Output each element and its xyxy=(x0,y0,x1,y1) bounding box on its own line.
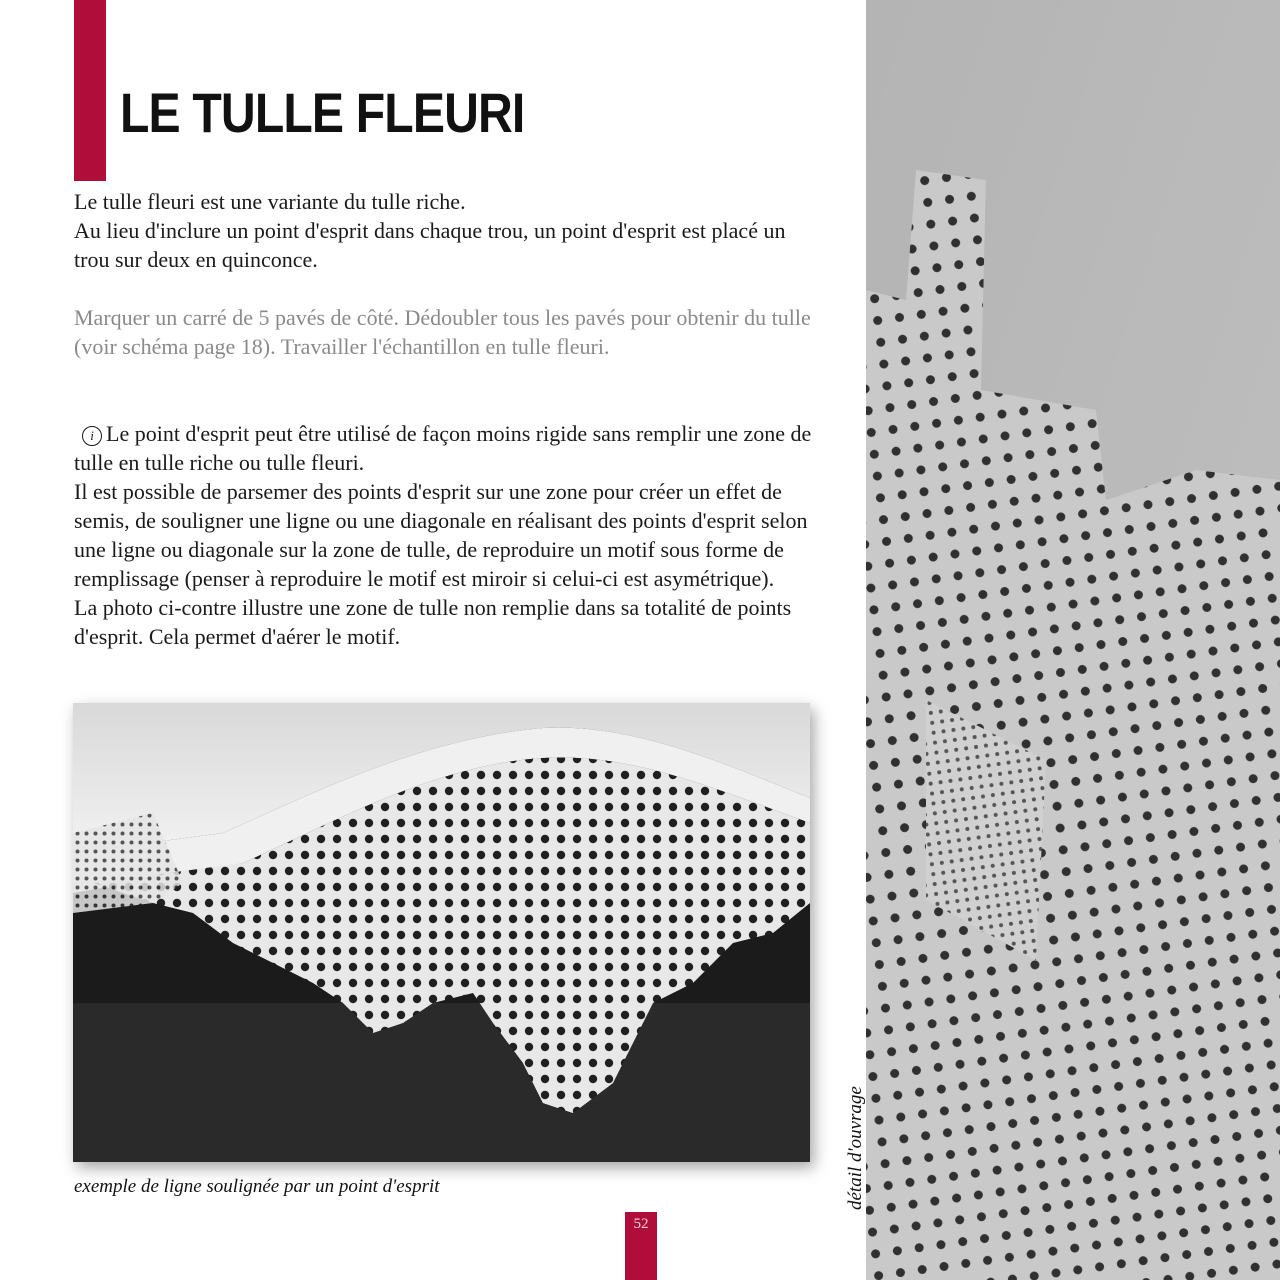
page-title: LE TULLE FLEURI xyxy=(120,81,525,144)
lace-detail-illustration xyxy=(866,0,1280,1280)
intro-paragraph xyxy=(74,187,814,274)
instructions-paragraph xyxy=(74,303,814,361)
lace-collar-photo xyxy=(73,703,810,1162)
tip-first-text: Le point d'esprit peut être utilisé de façon moins rigide sans remplir une zone de tulle en tulle riche ou tulle fleuri. xyxy=(74,421,812,475)
tip-third: La photo ci-contre illustre une zone de tulle non remplie dans sa totalité de points d'esprit. Cela permet d'aérer le motif. xyxy=(74,595,792,649)
intro-line: Le tulle fleuri est une variante du tulle riche. xyxy=(74,189,466,214)
lace-collar-illustration xyxy=(73,703,810,1162)
tip-paragraph xyxy=(74,419,814,651)
figure-caption: exemple de ligne soulignée par un point d'esprit xyxy=(74,1176,440,1197)
page-number: 52 xyxy=(625,1212,657,1280)
lace-detail-photo xyxy=(866,0,1280,1280)
info-icon: i xyxy=(82,426,102,446)
side-photo-label: détail d'ouvrage xyxy=(845,1086,866,1210)
tip-second: Il est possible de parsemer des points d'esprit sur une zone pour créer un effet de semis, de souligner une ligne ou une diagonale en réalisant des points d'esprit selon une ligne ou diagonale sur la zone de tulle, de reproduire un motif sous forme de remplissage (penser à reproduire le motif est miroir si celui-ci est asymétrique). xyxy=(74,479,808,591)
intro-line: Au lieu d'inclure un point d'esprit dans chaque trou, un point d'esprit est placé un trou sur deux en quinconce. xyxy=(74,218,786,272)
title-accent-bar xyxy=(74,0,106,181)
tip-first xyxy=(74,419,814,477)
instructions-text: Marquer un carré de 5 pavés de côté. Dédoubler tous les pavés pour obtenir du tulle (voir schéma page 18). Travailler l'échantillon en tulle fleuri. xyxy=(74,305,811,359)
